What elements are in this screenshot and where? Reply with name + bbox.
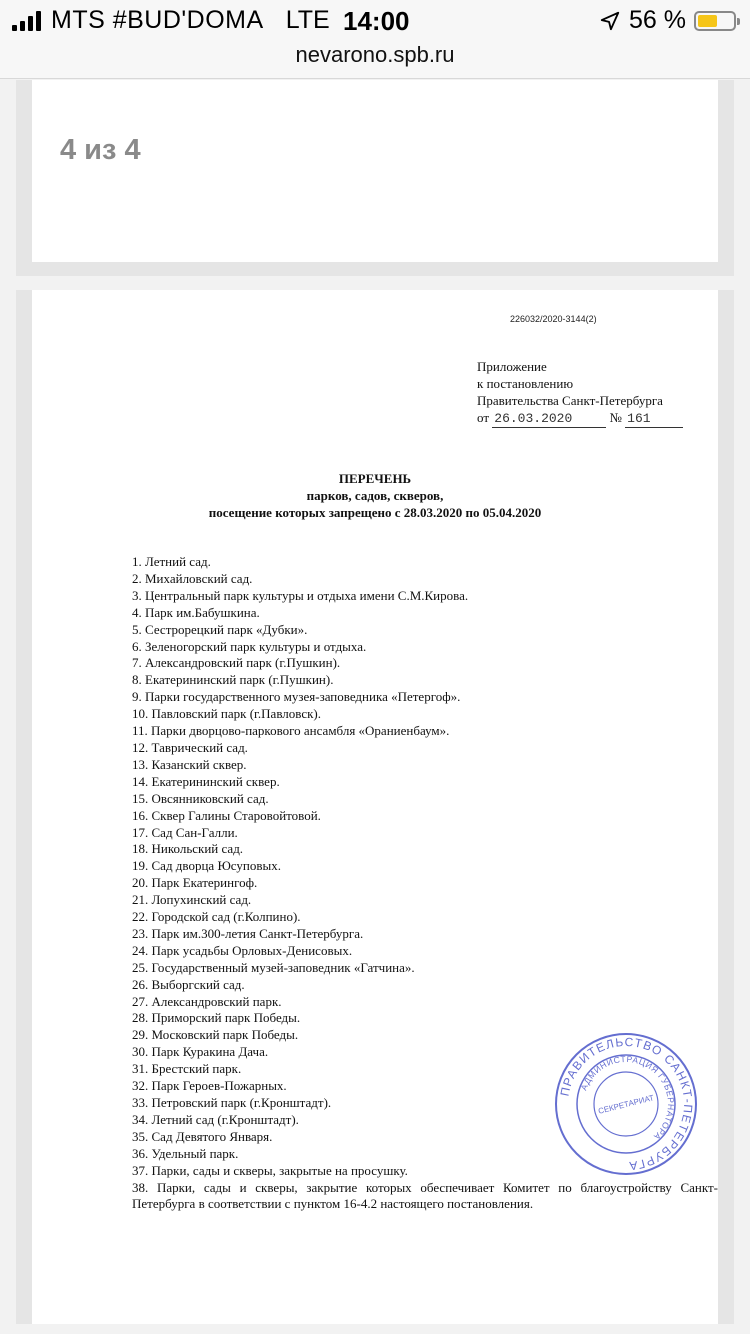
appendix-line-2: к постановлению: [477, 376, 574, 391]
park-list-item: 38. Парки, сады и скверы, закрытие которых обеспечивает Комитет по благоустройству Санкт-Петербурга в соответствии с пунктом 16-4.2 настоящего постановления.: [132, 1179, 718, 1212]
park-list-item: 34. Летний сад (г.Кронштадт).: [132, 1111, 299, 1127]
heading-title: ПЕРЕЧЕНЬ: [338, 471, 412, 486]
resolution-date: 26.03.2020: [492, 410, 606, 428]
pdf-page-3: [16, 80, 734, 276]
pdf-page-3-paper: [32, 80, 718, 262]
number-label: №: [609, 410, 622, 425]
document-number: 226032/2020-3144(2): [510, 314, 597, 324]
stamp-inner-text: АДМИНИСТРАЦИЯ ГУБЕРНАТОРА: [578, 1053, 677, 1143]
park-list-item: 32. Парк Героев-Пожарных.: [132, 1078, 287, 1094]
park-list-item: 25. Государственный музей-заповедник «Гатчина».: [132, 959, 415, 975]
park-list-item: 6. Зеленогорский парк культуры и отдыха.: [132, 638, 367, 654]
appendix-line-3: Правительства Санкт-Петербурга: [477, 393, 663, 408]
park-list-item: 35. Сад Девятого Января.: [132, 1128, 273, 1144]
status-bar: [0, 0, 750, 40]
appendix-line-4: [477, 409, 683, 428]
park-list-item: 19. Сад дворца Юсуповых.: [132, 858, 281, 874]
park-list-item: 23. Парк им.300-летия Санкт-Петербурга.: [132, 925, 364, 941]
park-list-item: 10. Павловский парк (г.Павловск).: [132, 706, 322, 722]
pdf-page-4: [16, 290, 734, 1324]
appendix-block: [477, 358, 683, 428]
park-list-item: 33. Петровский парк (г.Кронштадт).: [132, 1095, 332, 1110]
park-list-item: 27. Александровский парк.: [132, 993, 282, 1009]
park-list-item: 4. Парк им.Бабушкина.: [132, 604, 260, 620]
signal-strength-icon: [12, 11, 41, 31]
park-list-item: 30. Парк Куракина Дача.: [132, 1044, 269, 1060]
park-list-item: 12. Таврический сад.: [132, 739, 248, 755]
appendix-line-1: Приложение: [477, 359, 547, 374]
heading-line-3: посещение которых запрещено с 28.03.2020 по 05.04.2020: [208, 505, 542, 520]
park-list-item: 7. Александровский парк (г.Пушкин).: [132, 655, 341, 671]
page-indicator: 4 из 4: [60, 134, 141, 166]
park-list-item: 11. Парки дворцово-паркового ансамбля «Ораниенбаум».: [132, 723, 450, 739]
park-list-item: 36. Удельный парк.: [132, 1145, 239, 1161]
clock: 14:00: [343, 6, 410, 36]
status-right: [599, 6, 736, 35]
battery-icon: [694, 11, 736, 31]
park-list-item: 17. Сад Сан-Галли.: [132, 824, 238, 840]
carrier-name: MTS #BUD'DOMA: [51, 6, 264, 34]
official-stamp: [554, 1032, 698, 1176]
location-arrow-icon: [599, 10, 621, 32]
document-heading: [32, 470, 718, 521]
park-list-item: 37. Парки, сады и скверы, закрытые на просушку.: [132, 1162, 408, 1178]
park-list-item: 1. Летний сад.: [132, 554, 211, 569]
from-label: от: [477, 410, 490, 425]
battery-fill: [698, 15, 717, 27]
park-list-item: 22. Городской сад (г.Колпино).: [132, 909, 301, 925]
resolution-number: 161: [625, 410, 683, 428]
park-list-item: 21. Лопухинский сад.: [132, 892, 252, 908]
park-list-item: 24. Парк усадьбы Орловых-Денисовых.: [132, 942, 353, 958]
park-list-item: 2. Михайловский сад.: [132, 570, 253, 586]
network-type: LTE: [285, 6, 330, 34]
pdf-page-4-paper: [32, 290, 718, 1324]
park-list-item: 14. Екатерининский сквер.: [132, 773, 280, 789]
park-list-item: 29. Московский парк Победы.: [132, 1027, 299, 1043]
stamp-outer-text: ПРАВИТЕЛЬСТВО САНКТ-ПЕТЕРБУРГА: [557, 1034, 696, 1174]
park-list-item: 18. Никольский сад.: [132, 841, 244, 857]
address-bar[interactable]: [0, 40, 750, 79]
park-list-item: 13. Казанский сквер.: [132, 756, 247, 772]
battery-percent: 56 %: [629, 6, 686, 34]
park-list-item: 31. Брестский парк.: [132, 1061, 242, 1077]
stamp-center-text: СЕКРЕТАРИАТ: [597, 1093, 655, 1116]
park-list-item: 20. Парк Екатерингоф.: [132, 875, 258, 891]
park-list-item: 8. Екатерининский парк (г.Пушкин).: [132, 672, 334, 688]
park-list-item: 15. Овсянниковский сад.: [132, 790, 269, 806]
park-list-item: 16. Сквер Галины Старовойтовой.: [132, 807, 321, 823]
park-list-item: 5. Сестрорецкий парк «Дубки».: [132, 621, 308, 637]
heading-line-2: парков, садов, скверов,: [306, 488, 444, 503]
status-left: [12, 6, 330, 35]
url-text[interactable]: nevarono.spb.ru: [295, 42, 455, 67]
park-list-item: 3. Центральный парк культуры и отдыха имени С.М.Кирова.: [132, 587, 469, 603]
park-list-item: 9. Парки государственного музея-заповедника «Петергоф».: [132, 689, 461, 705]
park-list-item: 28. Приморский парк Победы.: [132, 1010, 301, 1026]
park-list-item: 26. Выборгский сад.: [132, 976, 245, 992]
